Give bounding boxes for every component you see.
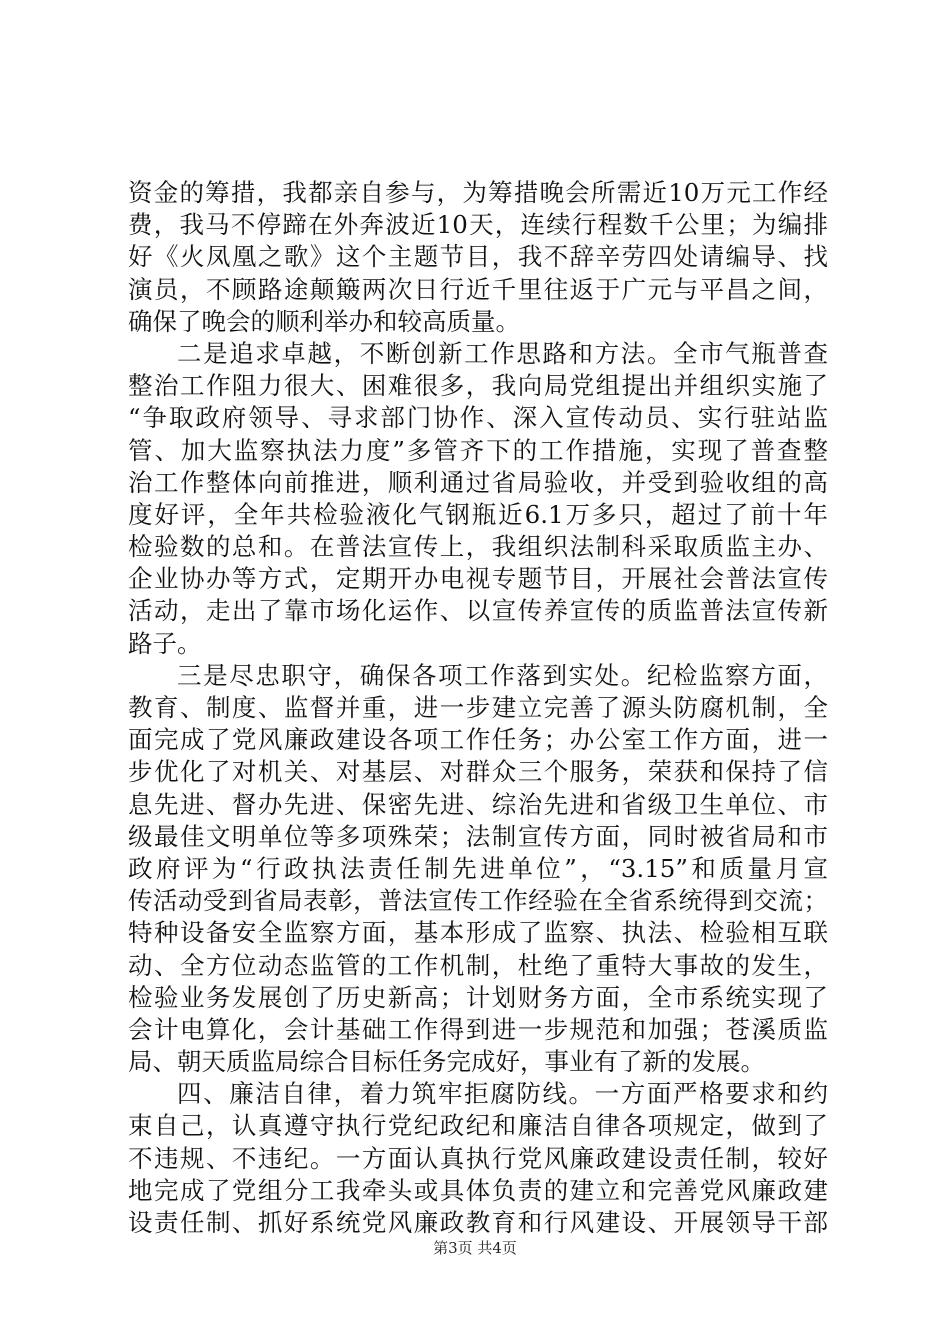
text-line: 管、加大监察执法力度”多管齐下的工作措施，实现了普查整 <box>128 435 828 465</box>
text-line: 演员，不顾路途颠簸两次日行近千里往返于广元与平昌之间， <box>128 274 828 304</box>
text-line: 治工作整体向前推进，顺利通过省局验收，并受到验收组的高 <box>128 467 828 497</box>
text-line: 路子。 <box>128 628 202 658</box>
text-line: 传活动受到省局表彰，普法宣传工作经验在全省系统得到交流； <box>128 886 828 916</box>
text-line: 动、全方位动态监管的工作机制，杜绝了重特大事故的发生， <box>128 950 828 980</box>
text-line: 好《火凤凰之歌》这个主题节目，我不辞辛劳四处请编导、找 <box>128 242 828 272</box>
text-line: 束自己，认真遵守执行党纪政纪和廉洁自律各项规定，做到了 <box>128 1111 828 1141</box>
text-line: 教育、制度、监督并重，进一步建立完善了源头防腐机制，全 <box>128 693 828 722</box>
text-line: 资金的筹措，我都亲自参与，为筹措晚会所需近10万元工作经 <box>128 178 828 207</box>
text-line: 会计电算化，会计基础工作得到进一步规范和加强；苍溪质监 <box>128 1014 828 1044</box>
text-line: 步优化了对机关、对基层、对群众三个服务，荣获和保持了信 <box>128 757 828 787</box>
page-footer: 第3页 共4页 <box>433 1239 517 1257</box>
text-line: 设责任制、抓好系统党风廉政教育和行风建设、开展领导干部 <box>128 1208 828 1237</box>
text-line: “争取政府领导、寻求部门协作、深入宣传动员、实行驻站监 <box>128 403 828 433</box>
text-line: 特种设备安全监察方面，基本形成了监察、执法、检验相互联 <box>128 918 828 948</box>
text-line: 面完成了党风廉政建设各项工作任务；办公室工作方面，进一 <box>128 725 828 755</box>
text-line: 级最佳文明单位等多项殊荣；法制宣传方面，同时被省局和市 <box>128 821 828 851</box>
text-line: 二是追求卓越，不断创新工作思路和方法。全市气瓶普查 <box>177 338 828 368</box>
text-line: 息先进、督办先进、保密先进、综治先进和省级卫生单位、市 <box>128 789 828 819</box>
text-line: 四、廉洁自律，着力筑牢拒腐防线。一方面严格要求和约 <box>177 1079 828 1109</box>
text-line: 检验业务发展创了历史新高；计划财务方面，全市系统实现了 <box>128 982 828 1012</box>
text-line: 局、朝天质监局综合目标任务完成好，事业有了新的发展。 <box>128 1047 765 1077</box>
text-line: 确保了晚会的顺利举办和较高质量。 <box>128 306 520 336</box>
text-line: 度好评，全年共检验液化气钢瓶近6.1万多只，超过了前十年 <box>128 499 828 529</box>
text-line: 三是尽忠职守，确保各项工作落到实处。纪检监察方面， <box>177 660 828 690</box>
text-line: 企业协办等方式，定期开办电视专题节目，开展社会普法宣传 <box>128 564 828 594</box>
text-line: 政府评为“行政执法责任制先进单位”，“3.15”和质量月宣 <box>128 853 828 883</box>
text-line: 整治工作阻力很大、困难很多，我向局党组提出并组织实施了 <box>128 371 828 401</box>
text-line: 活动，走出了靠市场化运作、以宣传养宣传的质监普法宣传新 <box>128 596 828 626</box>
body-text <box>128 177 828 1239</box>
text-line: 检验数的总和。在普法宣传上，我组织法制科采取质监主办、 <box>128 532 828 562</box>
text-line: 地完成了党组分工我牵头或具体负责的建立和完善党风廉政建 <box>128 1175 828 1205</box>
text-line: 不违规、不违纪。一方面认真执行党风廉政建设责任制，较好 <box>128 1143 828 1173</box>
text-line: 费，我马不停蹄在外奔波近10天，连续行程数千公里；为编排 <box>128 210 828 240</box>
